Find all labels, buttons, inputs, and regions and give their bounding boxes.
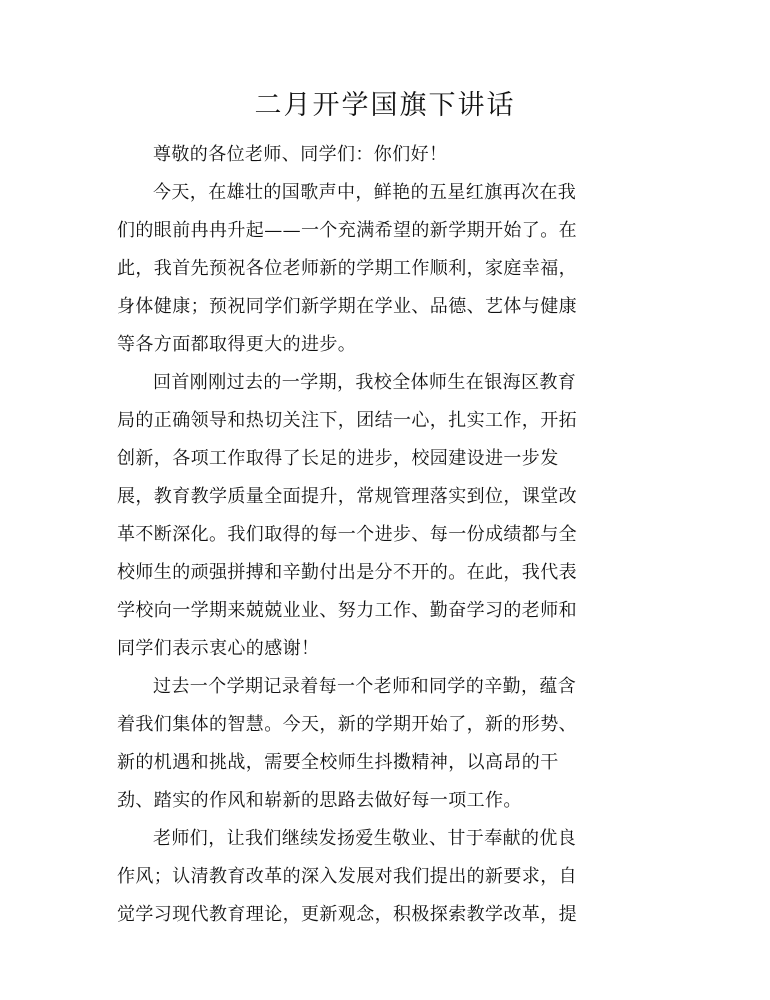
text-line: 回首刚刚过去的一学期，我校全体师生在银海区教育 (153, 372, 577, 393)
text-line: 同学们表示衷心的感谢！ (117, 638, 320, 659)
text-line: 校师生的顽强拼搏和辛勤付出是分不开的。在此，我代表 (117, 562, 577, 583)
text-line: 学校向一学期来兢兢业业、努力工作、勤奋学习的老师和 (117, 600, 577, 621)
text-line: 着我们集体的智慧。今天，新的学期开始了，新的形势、 (117, 714, 577, 735)
text-line: 觉学习现代教育理论，更新观念，积极探索教学改革，提 (117, 904, 577, 925)
paragraph-review (117, 364, 637, 668)
text-line: 老师们，让我们继续发扬爱生敬业、甘于奉献的优良 (153, 828, 577, 849)
paragraph-teachers (117, 820, 637, 934)
paragraph-past-term (117, 668, 637, 820)
text-line: 过去一个学期记录着每一个老师和同学的辛勤，蕴含 (153, 676, 577, 697)
text-line: 创新，各项工作取得了长足的进步，校园建设进一步发 (117, 448, 559, 469)
text-line: 革不断深化。我们取得的每一个进步、每一份成绩都与全 (117, 524, 577, 545)
paragraph-opening (117, 174, 637, 364)
text-line: 展，教育教学质量全面提升，常规管理落实到位，课堂改 (117, 486, 577, 507)
text-line: 们的眼前冉冉升起——一个充满希望的新学期开始了。在 (117, 220, 577, 241)
text-line: 作风；认清教育改革的深入发展对我们提出的新要求，自 (117, 866, 577, 887)
text-line: 新的机遇和挑战，需要全校师生抖擞精神，以高昂的干 (117, 752, 559, 773)
text-line: 今天，在雄壮的国歌声中，鲜艳的五星红旗再次在我 (153, 182, 577, 203)
text-line: 等各方面都取得更大的进步。 (117, 334, 357, 355)
text-line: 身体健康；预祝同学们新学期在学业、品德、艺体与健康 (117, 296, 577, 317)
text-line: 尊敬的各位老师、同学们：你们好！ (153, 144, 448, 165)
paragraph-greeting (117, 136, 637, 174)
page-title: 二月开学国旗下讲话 (254, 90, 516, 121)
text-line: 劲、踏实的作风和崭新的思路去做好每一项工作。 (117, 790, 522, 811)
text-line: 局的正确领导和热切关注下，团结一心，扎实工作，开拓 (117, 410, 577, 431)
text-line: 此，我首先预祝各位老师新的学期工作顺利，家庭幸福， (117, 258, 577, 279)
speech-body (117, 136, 637, 934)
